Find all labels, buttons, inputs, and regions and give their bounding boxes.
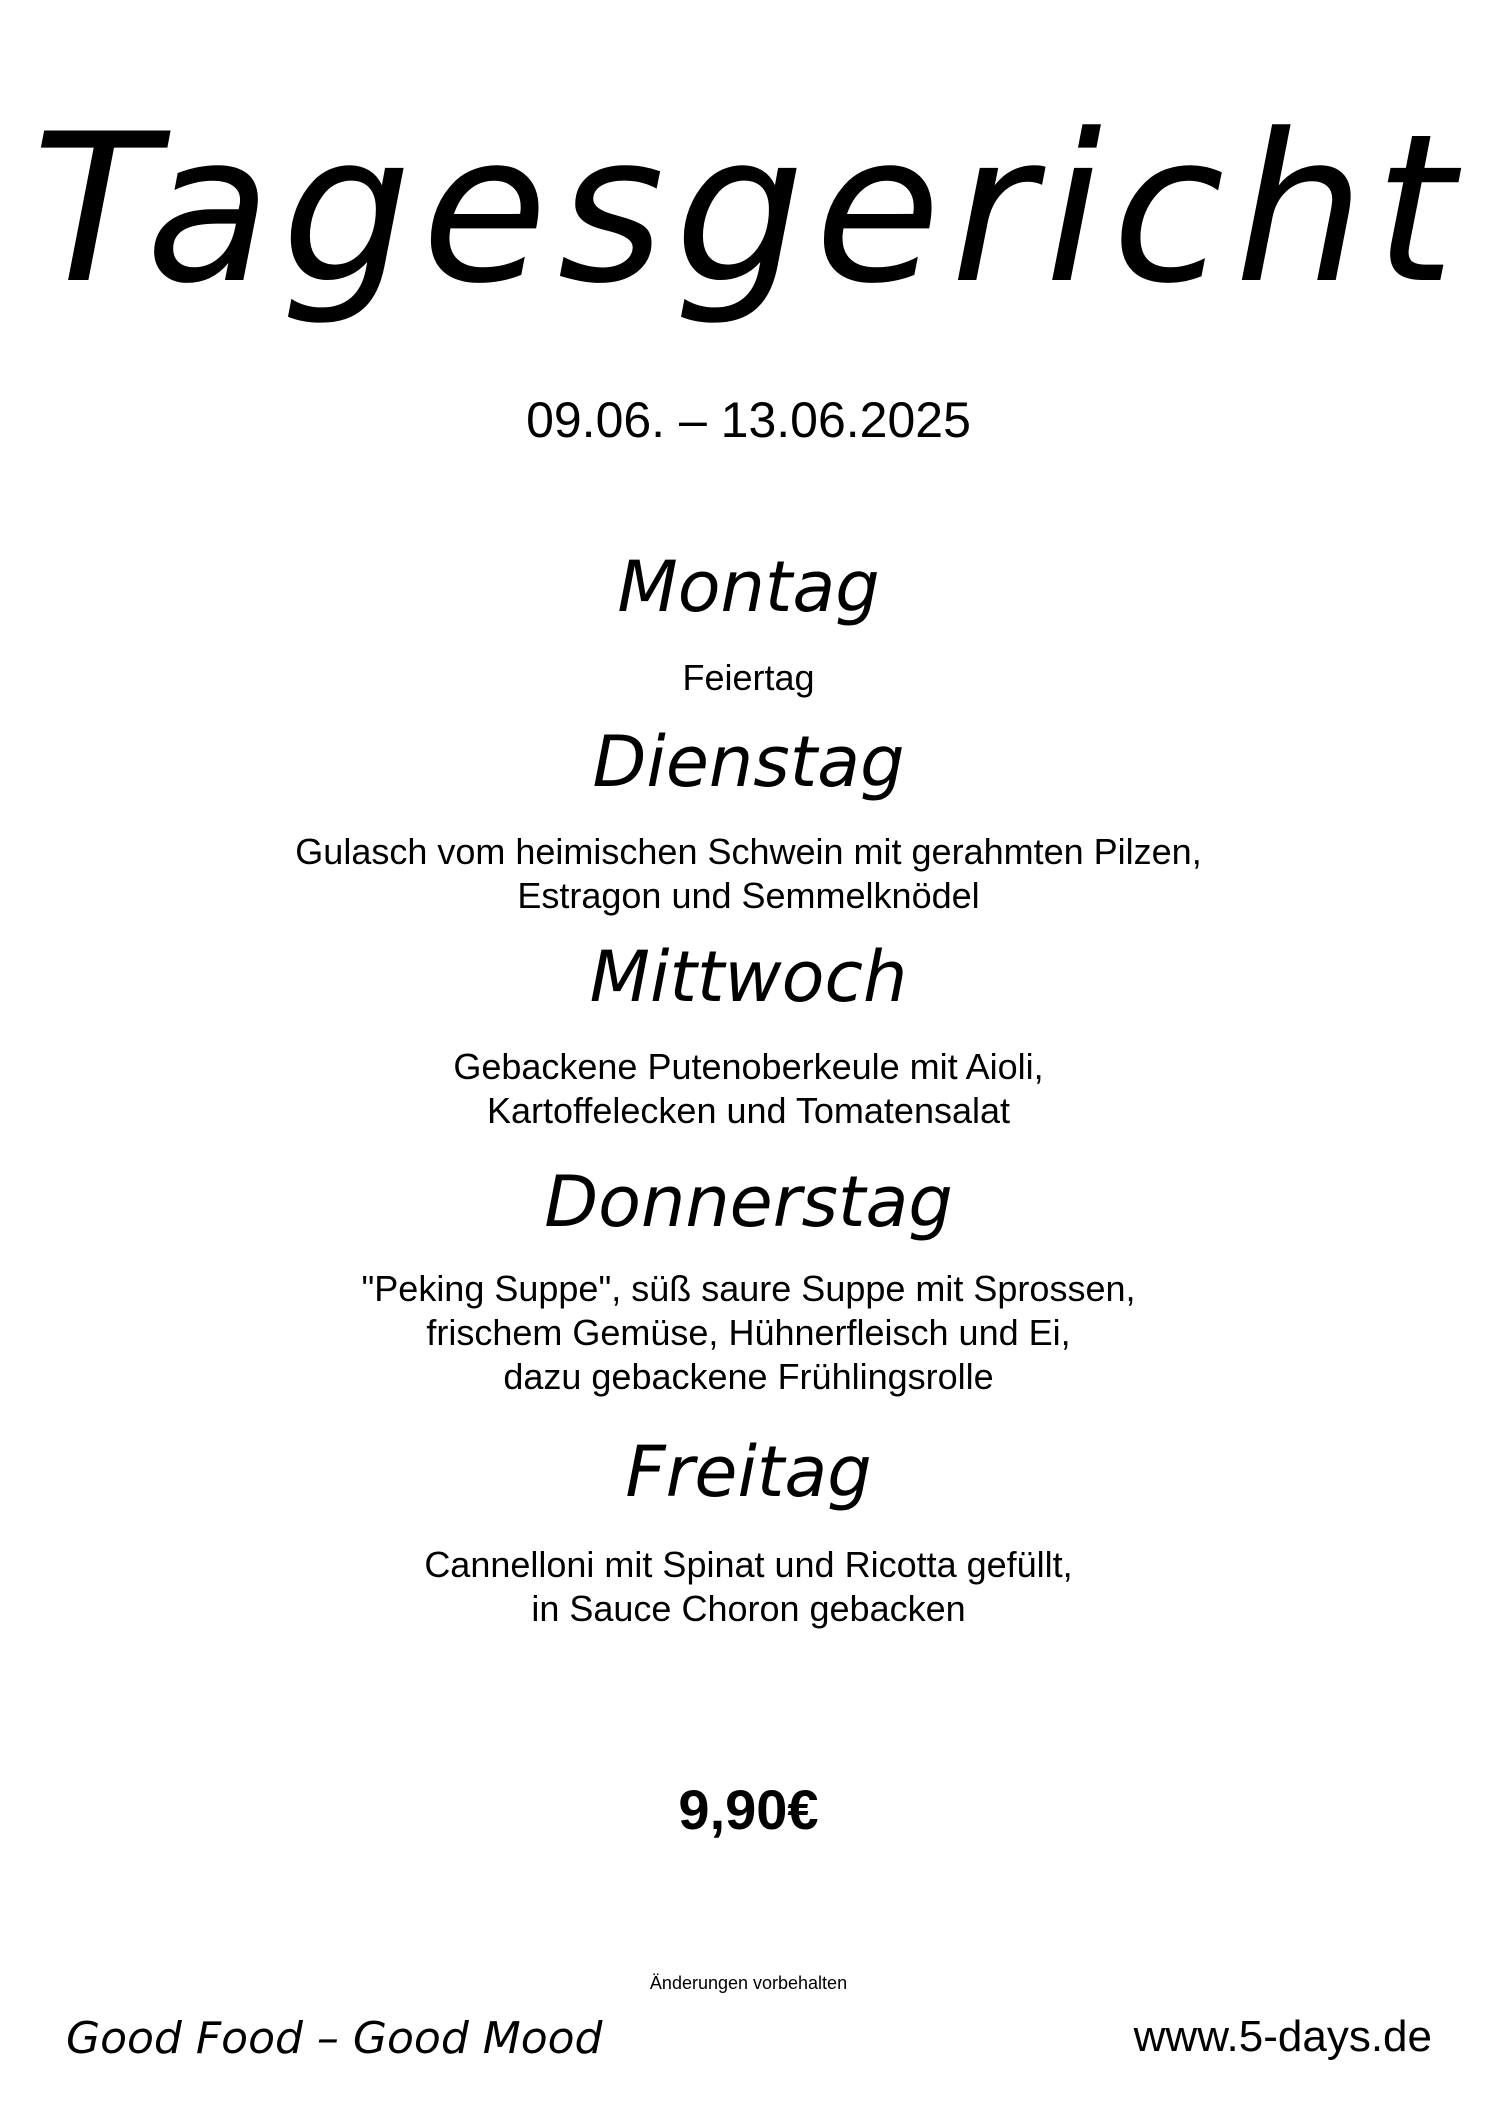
- dish-montag: [0, 656, 1497, 700]
- date-range: 09.06. – 13.06.2025: [526, 392, 971, 448]
- dish-mittwoch: [0, 1045, 1497, 1133]
- dish-line: frischem Gemüse, Hühnerfleisch und Ei,: [426, 1312, 1071, 1353]
- dish-line: Feiertag: [682, 657, 815, 698]
- dish-line: Gulasch vom heimischen Schwein mit gerahmten Pilzen,: [295, 831, 1202, 872]
- day-heading-donnerstag: Donnerstag: [544, 1161, 953, 1243]
- day-heading-dienstag: Dienstag: [592, 721, 905, 803]
- slogan: Good Food – Good Mood: [66, 2013, 603, 2064]
- dish-donnerstag: [0, 1267, 1497, 1399]
- page-title: Tagesgericht: [32, 91, 1465, 329]
- dish-line: dazu gebackene Frühlingsrolle: [503, 1356, 994, 1397]
- dish-line: "Peking Suppe", süß saure Suppe mit Sprossen,: [361, 1268, 1136, 1309]
- price: 9,90€: [678, 1778, 819, 1841]
- day-heading-mittwoch: Mittwoch: [589, 936, 908, 1018]
- day-heading-montag: Montag: [617, 546, 880, 628]
- dish-dienstag: [0, 830, 1497, 918]
- dish-line: Estragon und Semmelknödel: [517, 875, 980, 916]
- dish-line: Kartoffelecken und Tomatensalat: [486, 1090, 1011, 1131]
- dish-line: Gebackene Putenoberkeule mit Aioli,: [453, 1046, 1044, 1087]
- website-link[interactable]: www.5-days.de: [1133, 2012, 1432, 2061]
- day-heading-freitag: Freitag: [625, 1431, 872, 1513]
- disclaimer: Änderungen vorbehalten: [649, 1973, 848, 1993]
- dish-line: in Sauce Choron gebacken: [531, 1588, 966, 1629]
- dish-freitag: [0, 1543, 1497, 1631]
- dish-line: Cannelloni mit Spinat und Ricotta gefüllt,: [424, 1544, 1073, 1585]
